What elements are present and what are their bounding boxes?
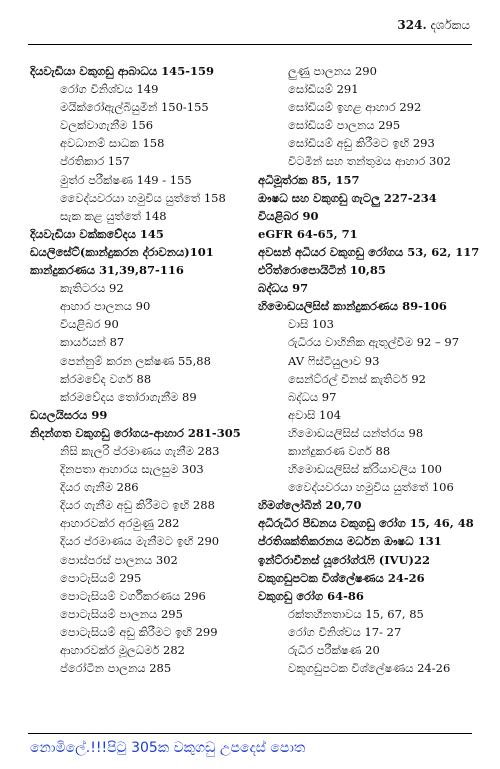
- index-entry-main: හිමොඩයලිසිස් කාන්දුකරණය 89-106: [258, 299, 447, 314]
- index-entry-sub: පොටැසියම් වර්ගීකරණය 296: [60, 588, 206, 603]
- index-entry-sub: දියර ප්රමාණය මැනීමට ඉඟි 290: [60, 534, 220, 549]
- index-entry-sub: සෝඩියම් ඉහළ ආහාර 292: [288, 100, 422, 115]
- index-entry-sub: වෛද්යවරයා හමුවිය යුත්තේ 106: [288, 480, 454, 495]
- index-entry-sub: වලක්වාගැනීම 156: [60, 118, 154, 133]
- index-entry-sub: හිමොඩයලිසිස් ක්රියාවලිය 100: [288, 462, 442, 477]
- footer-divider: [28, 733, 472, 734]
- index-entry-main: දියවැඩියා වක්කවේදය 145: [30, 226, 164, 241]
- index-entry-sub: බද්ධය 97: [288, 389, 337, 404]
- index-entry-main: හිමග්ලෝබින් 20,70: [258, 498, 362, 513]
- index-entry-main: අවසන් අධියර වකුගඩු රෝගය 53, 62, 117: [258, 244, 480, 259]
- index-entry-sub: අවාසි 104: [288, 407, 342, 422]
- index-column-right: [258, 62, 483, 677]
- index-entry-sub: පොටැසියම් 295: [60, 570, 142, 585]
- index-entry-main: කාන්දුකරණය 31,39,87-116: [30, 263, 184, 278]
- index-entry-main: අධිරුධිර පීඩනය වකුගඩු රෝග 15, 46, 48: [258, 516, 474, 531]
- index-entry-sub: කැතිටරය 92: [60, 281, 124, 296]
- index-entry-main: වකුගඩුපටක විශ්ලේෂණය 24-26: [258, 570, 425, 585]
- index-entry-main: වකුගඩු රෝග 64-86: [258, 588, 364, 603]
- index-entry-sub: ආහාරවක්ර අරමුණු 282: [60, 516, 180, 531]
- index-column-left: [30, 62, 245, 677]
- index-entry-sub: මයික්රෝඇල්බියුමින් 150-155: [60, 100, 209, 115]
- index-entry-main: වියළිබර 90: [258, 208, 319, 223]
- index-entry-sub: විටමින් සහ තන්තුමය ආහාර 302: [288, 154, 451, 169]
- index-entry-main: බද්ධය 97: [258, 281, 309, 296]
- index-entry-sub: රුධිර පරීක්ෂණ 20: [288, 643, 380, 657]
- index-entry-sub: සැක කළ යුත්තේ 148: [60, 208, 167, 223]
- index-entry-sub: පෙන්නුම් කරන ලක්ෂණ 55,88: [60, 353, 211, 368]
- index-entry-sub: රෝග විනිශ්චය 17- 27: [288, 624, 402, 639]
- index-entry-sub: රෝග විනිශ්චය 149: [60, 82, 159, 97]
- index-entry-sub: ලුණු පාලනය 290: [288, 64, 377, 78]
- page-header: [397, 18, 470, 33]
- index-entry-main: ප්රතිශක්තිකරනය මර්ධන ඖෂධ 131: [258, 534, 442, 549]
- index-entry-sub: ක්රමවේදය තෝරාගැනීම 89: [60, 389, 197, 404]
- index-entry-sub: ප්රතිකාර 157: [60, 154, 130, 169]
- index-entry-main: ඩයලයිසරය 99: [30, 407, 108, 422]
- index-entry-main: නිදන්ගත වකුගඩු රෝගය-ආහාර 281-305: [30, 425, 241, 440]
- index-entry-sub: වියළිබර 90: [60, 317, 119, 332]
- index-entry-sub: පොටැසියම් අඩු කිරීමට ඉඟි 299: [60, 624, 218, 639]
- index-entry-sub: දිනපතා ආහාරය සැලසුම 303: [60, 462, 204, 477]
- index-entry-sub: ආහාර පාලනය 90: [60, 299, 151, 314]
- index-entry-main: අධිමූත්රක 85, 157: [258, 172, 360, 187]
- index-entry-sub: ප්රෝටීන පාලනය 285: [60, 661, 172, 676]
- index-entry-sub: සෝඩියම් 291: [288, 82, 359, 97]
- index-entry-sub: නිසි කැලරි ප්රමාණය ගැනීම 283: [60, 443, 220, 458]
- index-entry-sub: සෝඩියම් අඩු කිරීමට ඉඟි 293: [288, 136, 435, 151]
- index-entry-main: දියවැඩියා වකුගඩු ආබාධය 145-159: [30, 64, 214, 78]
- index-entry-sub: කාර්යයන් 87: [60, 335, 125, 350]
- index-entry-main: ඉන්ට්රාවීනස් යූරෝග්රැෆි (IVU)22: [258, 552, 430, 567]
- index-entry-sub: ක්රමවේද වර්ග 88: [60, 371, 152, 386]
- index-entry-sub: රුධිරය වාහිනික ඇතුල්වීම 92 – 97: [288, 335, 460, 350]
- section-title: දර්ශකය: [430, 18, 470, 32]
- page-number: 324.: [397, 18, 427, 32]
- index-entry-sub: වෛද්යවරයා හමුවිය යුත්තේ 158: [60, 190, 226, 205]
- index-entry-sub: මුත්ර පරීක්ෂණ 149 - 155: [60, 172, 192, 187]
- index-entry-sub: පොටැසියම් පාලනය 295: [60, 606, 183, 621]
- index-entry-sub: ආහාරවක්ර මූලධර්ම 282: [60, 643, 185, 657]
- index-entry-sub: දියර ගැනීම 286: [60, 480, 139, 495]
- index-entry-main: ඩයලිසේට්(කාන්දුකරන ද්රාවනය)101: [30, 244, 214, 259]
- index-entry-sub: පොස්පරස් පාලනය 302: [60, 552, 178, 567]
- index-entry-sub: රක්තහීනතාවය 15, 67, 85: [288, 606, 424, 621]
- index-entry-sub: සෙන්ට්රල් වීනස් කැතිටර් 92: [288, 371, 426, 386]
- index-entry-sub: AV ෆිස්ටියුලාව 93: [288, 353, 380, 368]
- index-entry-sub: වාසි 103: [288, 317, 334, 332]
- index-entry-sub: වකුගඩුපටක විශ්ලේෂණය 24-26: [288, 661, 451, 676]
- index-entry-main: eGFR 64-65, 71: [258, 226, 358, 241]
- index-entry-sub: සෝඩියම් පාලනය 295: [288, 118, 401, 133]
- index-entry-sub: හිමොඩයලිසිස් යන්ත්රය 98: [288, 425, 424, 440]
- index-entry-sub: කාන්දුකරණ වර්ග 88: [288, 443, 391, 458]
- index-entry-sub: අවධානම් සාධක 158: [60, 136, 165, 151]
- footer-promo-text: නොමිලේ.!!!පිටු 305ක වකුගඩු උපදෙස් පොත: [30, 740, 306, 756]
- header-divider: [28, 44, 472, 45]
- index-entry-main: ඖෂධ සහ වකුගඩු ගැටලු 227-234: [258, 190, 437, 205]
- index-entry-sub: දියර ගැනීම අඩු කිරීමට ඉඟි 288: [60, 498, 215, 513]
- index-entry-main: එරිත්රොපොයිටින් 10,85: [258, 263, 386, 278]
